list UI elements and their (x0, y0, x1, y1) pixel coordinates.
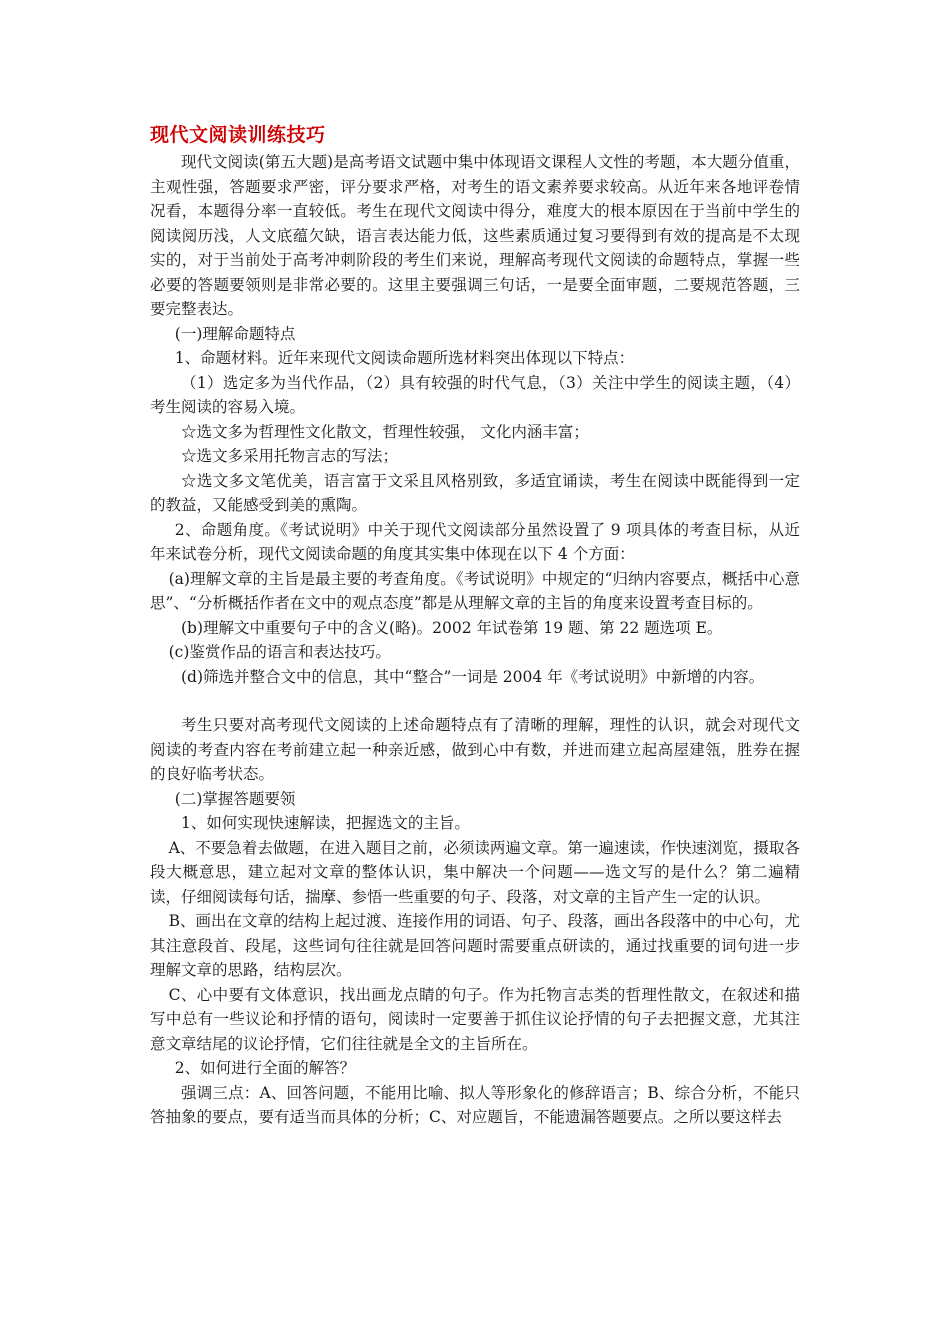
document-page (150, 120, 800, 1130)
star-item-2: ☆选文多采用托物言志的写法； (181, 447, 399, 465)
point-c: C、心中要有文体意识，找出画龙点睛的句子。作为托物言志类的哲理性散文，在叙述和描写中总有一些议论和抒情的语句，阅读时一定要善于抓住议论抒情的句子去把握文意，尤其注意文章结尾的议论抒情，它们往往就是全文的主旨所在。 (150, 985, 800, 1053)
item-material: 1、命题材料。近年来现代文阅读命题所选材料突出体现以下特点： (174, 349, 635, 367)
star-item-3: ☆选文多文笔优美，语言富于文采且风格别致，多适宜诵读，考生在阅读中既能得到一定的教益，又能感受到美的熏陶。 (150, 471, 800, 514)
summary-paragraph: 考生只要对高考现代文阅读的上述命题特点有了清晰的理解，理性的认识，就会对现代文阅读的考查内容在考前建立起一种亲近感，做到心中有数，并进而建立起高屋建瓴，胜券在握的良好临考状态。 (150, 716, 800, 783)
section-heading-2: (二)掌握答题要领 (174, 789, 296, 808)
star-item-1: ☆选文多为哲理性文化散文，哲理性较强， 文化内涵丰富； (181, 422, 589, 441)
emphasis-paragraph: 强调三点：A、回答问题，不能用比喻、拟人等形象化的修辞语言；B、综合分析，不能只答抽象的要点，要有适当而具体的分析；C、对应题旨，不能遗漏答题要点。之所以要这样去 (150, 1083, 800, 1126)
intro-paragraph: 现代文阅读(第五大题)是高考语文试题中集中体现语文课程人文性的考题，本大题分值重，主观性强，答题要求严密，评分要求严格，对考生的语文素养要求较高。从近年来各地评卷情况看，本题得分率一直较低。考生在现代文阅读中得分，难度大的根本原因在于当前中学生的阅读阅历浅，人文底蕴欠缺，语言表达能力低，这些素质通过复习要得到有效的提高是不太现实的，对于当前处于高考冲刺阶段的考生们来说，理解高考现代文阅读的命题特点，掌握一些必要的答题要领则是非常必要的。这里主要强调三句话，一是要全面审题，二要规范答题，三要完整表达。 (150, 153, 800, 318)
point-b: B、画出在文章的结构上起过渡、连接作用的词语、句子、段落，画出各段落中的中心句，尤其注意段首、段尾，这些词句往往就是回答问题时需要重点研读的，通过找重要的词句进一步理解文章的思路，结构层次。 (150, 912, 800, 979)
section-heading-1: (一)理解命题特点 (174, 324, 296, 343)
angle-c: (c)鉴赏作品的语言和表达技巧。 (168, 643, 391, 661)
item-quick-reading: 1、如何实现快速解读，把握选文的主旨。 (181, 814, 470, 832)
angle-a: (a)理解文章的主旨是最主要的考查角度。《考试说明》中规定的“归纳内容要点，概括中心意思”、“分析概括作者在文中的观点态度”都是从理解文章的主旨的角度来设置考查目标的。 (150, 569, 800, 612)
blank-line (150, 689, 800, 713)
material-features: （1）选定多为当代作品，（2）具有较强的时代气息，（3）关注中学生的阅读主题，（4）考生阅读的容易入境。 (150, 373, 800, 416)
angle-b: (b)理解文中重要句子中的含义(略)。2002 年试卷第 19 题、第 22 题选项 E。 (181, 618, 723, 637)
document-title: 现代文阅读训练技巧 (150, 124, 326, 146)
item-full-answer: 2、如何进行全面的解答？ (174, 1059, 356, 1077)
angle-d: (d)筛选并整合文中的信息，其中“整合”一词是 2004 年《考试说明》中新增的内容。 (181, 667, 765, 686)
item-angle: 2、命题角度。《考试说明》中关于现代文阅读部分虽然设置了 9 项具体的考查目标，从近年来试卷分析，现代文阅读命题的角度其实集中体现在以下 4 个方面： (150, 520, 800, 563)
point-a: A、不要急着去做题，在进入题目之前，必须读两遍文章。第一遍速读，作快速浏览，摄取各段大概意思，建立起对文章的整体认识，集中解决一个问题——选文写的是什么？第二遍精读，仔细阅读每句话，揣摩、参悟一些重要的句子、段落，对文章的主旨产生一定的认识。 (150, 838, 800, 906)
